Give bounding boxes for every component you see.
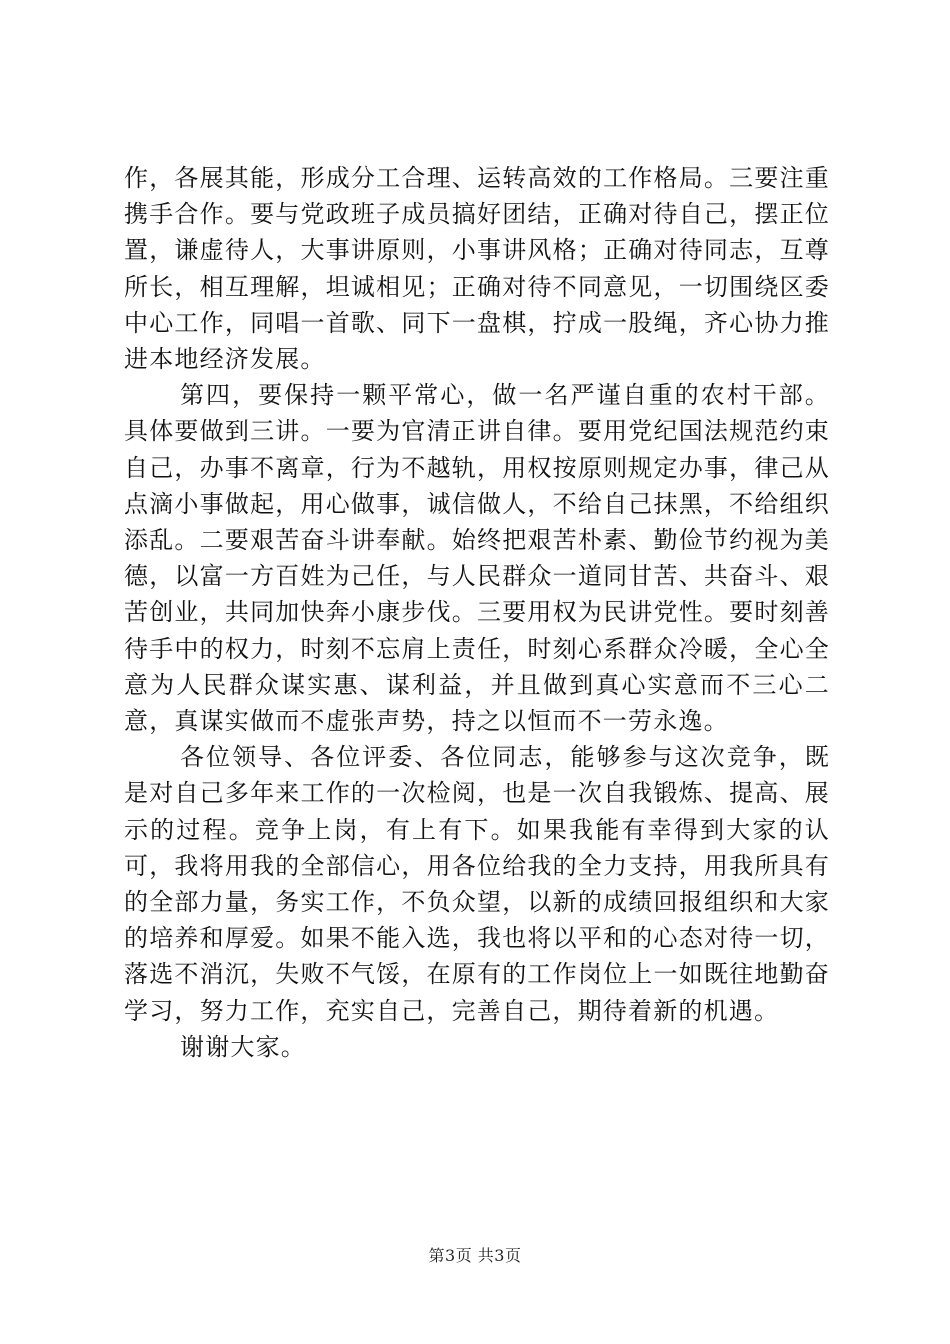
page-footer: 第3页 共3页 bbox=[428, 1246, 522, 1265]
paragraph-fourth-point: 第四，要保持一颗平常心，做一名严谨自重的农村干部。具体要做到三讲。一要为官清正讲自律。要用党纪国法规范约束自己，办事不离章，行为不越轨，用权按原则规定办事，律己从点滴小事做起，用心做事，诚信做人，不给自己抹黑，不给组织添乱。二要艰苦奋斗讲奉献。始终把艰苦朴素、勤俭节约视为美德，以富一方百姓为己任，与人民群众一道同甘苦、共奋斗、艰苦创业，共同加快奔小康步伐。三要用权为民讲党性。要时刻善待手中的权力，时刻不忘肩上责任，时刻心系群众冷暖，全心全意为人民群众谋实惠、谋利益，并且做到真心实意而不三心二意，真谋实做而不虚张声势，持之以恒而不一劳永逸。 bbox=[124, 381, 830, 736]
document-body bbox=[124, 160, 830, 1065]
paragraph-thanks: 谢谢大家。 bbox=[180, 1032, 306, 1061]
paragraph-continuation: 作，各展其能，形成分工合理、运转高效的工作格局。三要注重携手合作。要与党政班子成员搞好团结，正确对待自己，摆正位置，谦虚待人，大事讲原则，小事讲风格；正确对待同志，互尊所长，相互理解，坦诚相见；正确对待不同意见，一切围绕区委中心工作，同唱一首歌、同下一盘棋，拧成一股绳，齐心协力推进本地经济发展。 bbox=[124, 164, 830, 374]
paragraph-closing-statement: 各位领导、各位评委、各位同志，能够参与这次竞争，既是对自己多年来工作的一次检阅，也是一次自我锻炼、提高、展示的过程。竞争上岗，有上有下。如果我能有幸得到大家的认可，我将用我的全部信心，用各位给我的全力支持，用我所具有的全部力量，务实工作，不负众望，以新的成绩回报组织和大家的培养和厚爱。如果不能入选，我也将以平和的心态对待一切，落选不消沉，失败不气馁，在原有的工作岗位上一如既往地勤奋学习，努力工作，充实自己，完善自己，期待着新的机遇。 bbox=[124, 743, 830, 1025]
